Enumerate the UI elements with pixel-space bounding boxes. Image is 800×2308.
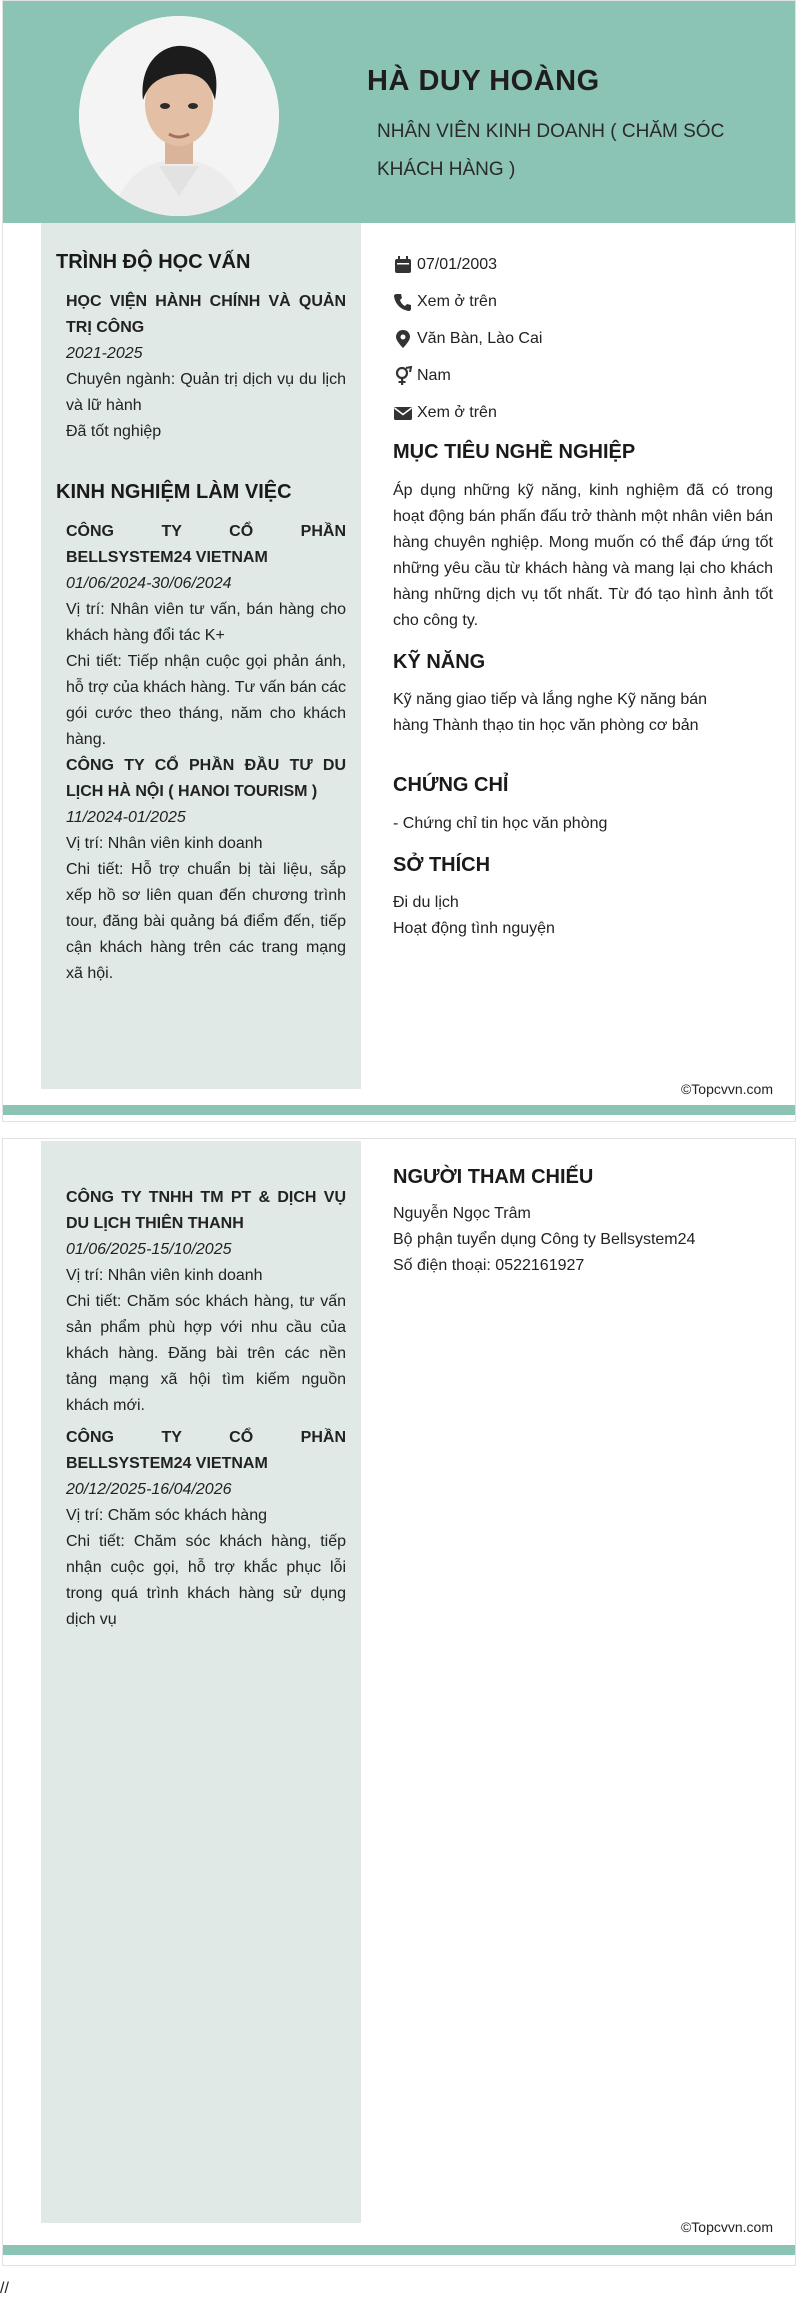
reference-name: Nguyễn Ngọc Trâm <box>393 1205 531 1222</box>
reference-org: Bộ phận tuyển dụng Công ty Bellsystem24 <box>393 1231 696 1248</box>
contact-address <box>393 326 542 352</box>
experience-period: 01/06/2025-15/10/2025 <box>66 1241 232 1258</box>
footer-band <box>3 1105 795 1115</box>
cv-page-1 <box>2 0 796 1122</box>
gender-icon <box>393 366 413 386</box>
certificates-title: CHỨNG CHỈ <box>393 774 509 796</box>
birthday-value: 07/01/2003 <box>417 256 498 273</box>
experience-period: 20/12/2025-16/04/2026 <box>66 1481 232 1498</box>
experience-period: 01/06/2024-30/06/2024 <box>66 575 232 592</box>
email-value: Xem ở trên <box>417 404 497 421</box>
company-name: CÔNG TY CỔ PHẦN ĐẦU TƯ DU LỊCH HÀ NỘI ( HANOI TOURISM ) <box>66 757 346 800</box>
copyright-text: ©Topcvvn.com <box>680 2219 773 2235</box>
address-value: Văn Bàn, Lào Cai <box>417 330 543 347</box>
copyright-text: ©Topcvvn.com <box>680 1081 773 1097</box>
education-major: Chuyên ngành: Quản trị dịch vụ du lịch và lữ hành <box>66 371 346 414</box>
contact-birthday <box>393 252 497 278</box>
experience-entry <box>66 1185 346 1419</box>
education-period: 2021-2025 <box>66 345 143 362</box>
contact-gender <box>393 363 451 389</box>
certificate-item: - Chứng chỉ tin học văn phòng <box>393 815 608 832</box>
experience-period: 11/2024-01/2025 <box>66 809 186 826</box>
skills-title: KỸ NĂNG <box>393 651 486 673</box>
objective-title: MỤC TIÊU NGHỀ NGHIỆP <box>393 441 636 463</box>
gender-value: Nam <box>417 367 451 384</box>
hobby-item: Hoạt động tình nguyện <box>393 920 555 937</box>
experience-position: Vị trí: Nhân viên kinh doanh <box>66 1267 263 1284</box>
contact-email <box>393 400 497 426</box>
education-status: Đã tốt nghiệp <box>66 423 162 440</box>
experience-entry <box>66 753 346 987</box>
experience-detail: Chi tiết: Tiếp nhận cuộc gọi phản ánh, hỗ trợ của khách hàng. Tư vấn bán các gói cước theo tháng, năm cho khách hàng. <box>66 653 346 748</box>
company-name: CÔNG TY TNHH TM PT & DỊCH VỤ DU LỊCH THIÊN THANH <box>66 1189 346 1232</box>
experience-entry <box>66 1425 346 1633</box>
company-name: CÔNG TY CỔ PHẦN BELLSYSTEM24 VIETNAM <box>66 523 346 566</box>
school-name: HỌC VIỆN HÀNH CHÍNH VÀ QUẢN TRỊ CÔNG <box>66 293 346 336</box>
trailing-text: // <box>0 2280 9 2297</box>
education-title: TRÌNH ĐỘ HỌC VẤN <box>56 251 251 273</box>
location-pin-icon <box>393 329 413 349</box>
skills-text: Kỹ năng giao tiếp và lắng nghe Kỹ năng bán hàng Thành thạo tin học văn phòng cơ bản <box>393 691 708 734</box>
company-name: CÔNG TY CỔ PHẦN BELLSYSTEM24 VIETNAM <box>66 1429 346 1472</box>
experience-detail: Chi tiết: Chăm sóc khách hàng, tư vấn sản phẩm phù hợp với nhu cầu của khách hàng. Đăng bài trên các nền tảng mạng xã hội tìm kiếm nguồn khách mới. <box>66 1293 346 1414</box>
experience-position: Vị trí: Chăm sóc khách hàng <box>66 1507 267 1524</box>
phone-value: Xem ở trên <box>417 293 497 310</box>
left-sidebar <box>41 1141 361 2223</box>
calendar-icon <box>393 255 413 275</box>
profile-photo <box>79 16 279 216</box>
phone-icon <box>393 292 413 312</box>
experience-entry <box>66 519 346 753</box>
candidate-name: HÀ DUY HOÀNG <box>367 65 600 97</box>
hobby-item: Đi du lịch <box>393 894 459 911</box>
experience-detail: Chi tiết: Chăm sóc khách hàng, tiếp nhận cuộc gọi, hỗ trợ khắc phục lỗi trong quá trình khách hàng sử dụng dịch vụ <box>66 1533 346 1628</box>
reference-phone: Số điện thoại: 0522161927 <box>393 1257 585 1274</box>
objective-text: Áp dụng những kỹ năng, kinh nghiệm đã có trong hoạt động bán phấn đấu trở thành một nhân viên bán hàng chuyên nghiệp. Mong muốn có thể đáp ứng tốt những yêu cầu từ khách hàng và mang lại cho khách hàng những dịch vụ tốt nhất. Từ đó tạo hình ảnh tốt cho công ty. <box>393 482 773 629</box>
experience-position: Vị trí: Nhân viên tư vấn, bán hàng cho khách hàng đổi tác K+ <box>66 601 346 644</box>
hobbies-title: SỞ THÍCH <box>393 854 491 876</box>
experience-detail: Chi tiết: Hỗ trợ chuẩn bị tài liệu, sắp xếp hồ sơ liên quan đến chương trình tour, đăng bài quảng bá điểm đến, tiếp cận khách hàng trên các trang mạng xã hội. <box>66 861 346 982</box>
references-title: NGƯỜI THAM CHIẾU <box>393 1166 594 1188</box>
left-sidebar <box>41 223 361 1089</box>
email-icon <box>393 403 413 423</box>
education-entry <box>66 289 346 445</box>
cv-page-2 <box>2 1138 796 2266</box>
contact-phone <box>393 289 497 315</box>
footer-band <box>3 2245 795 2255</box>
experience-title: KINH NGHIỆM LÀM VIỆC <box>56 481 292 503</box>
job-title: NHÂN VIÊN KINH DOANH ( CHĂM SÓC KHÁCH HÀNG ) <box>377 121 725 180</box>
experience-position: Vị trí: Nhân viên kinh doanh <box>66 835 263 852</box>
